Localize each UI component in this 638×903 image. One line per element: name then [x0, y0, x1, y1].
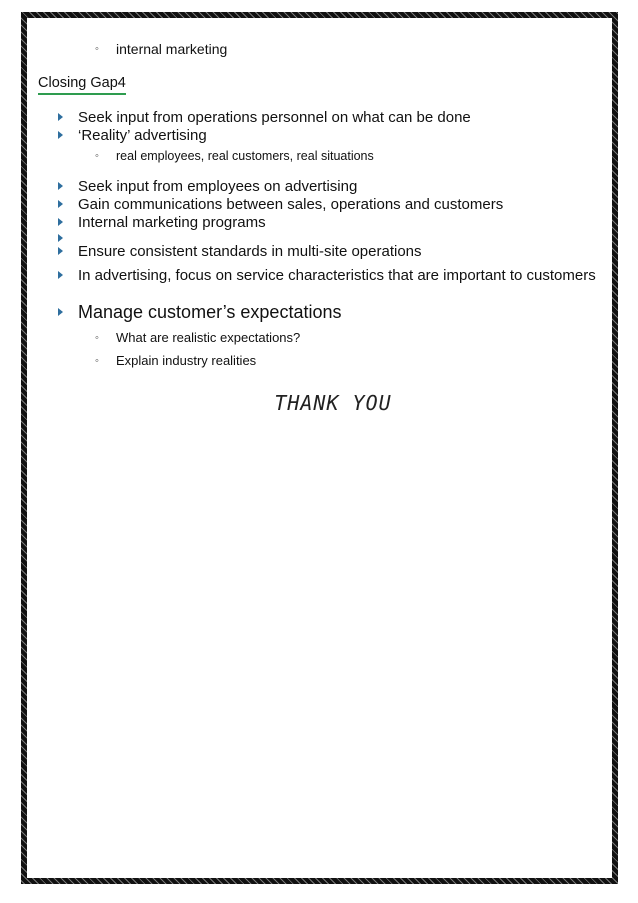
triangle-bullet-icon: [58, 131, 63, 139]
circle-bullet-icon: ◦: [95, 150, 99, 162]
thank-you-text: THANK YOU: [274, 391, 392, 415]
triangle-bullet-icon: [58, 218, 63, 226]
bullet-group-3: [38, 301, 598, 371]
bullet-item: Seek input from operations personnel on what can be done: [38, 109, 598, 127]
bullet-item: Ensure consistent standards in multi-site operations: [38, 243, 598, 261]
triangle-bullet-icon: [58, 200, 63, 208]
bullet-group-2: [38, 178, 598, 287]
triangle-bullet-icon: [58, 271, 63, 279]
triangle-bullet-icon: [58, 234, 63, 242]
bullet-item: ‘Reality’ advertising: [38, 127, 598, 145]
bullet-item: Internal marketing programs: [38, 214, 598, 232]
bullet-item: In advertising, focus on service characteristics that are important to customers: [38, 264, 598, 287]
triangle-bullet-icon: [58, 308, 63, 316]
triangle-bullet-icon: [58, 247, 63, 255]
sub-item: ◦ real employees, real customers, real situations: [95, 149, 374, 163]
sub-item: ◦ What are realistic expectations?: [38, 328, 598, 348]
sub-item-internal-marketing: ◦ internal marketing: [95, 41, 228, 57]
bullet-item-large: Manage customer’s expectations: [38, 301, 598, 323]
sub-item: ◦ Explain industry realities: [38, 351, 598, 371]
bullet-group-1: [38, 109, 598, 165]
section-heading: Closing Gap4: [38, 74, 126, 95]
circle-bullet-icon: ◦: [95, 43, 99, 55]
circle-bullet-icon: ◦: [95, 332, 99, 344]
bullet-item-empty: [38, 232, 598, 243]
bullet-item: Seek input from employees on advertising: [38, 178, 598, 196]
triangle-bullet-icon: [58, 182, 63, 190]
document-content: [38, 38, 598, 415]
triangle-bullet-icon: [58, 113, 63, 121]
circle-bullet-icon: ◦: [95, 355, 99, 367]
bullet-item: Gain communications between sales, operations and customers: [38, 196, 598, 214]
